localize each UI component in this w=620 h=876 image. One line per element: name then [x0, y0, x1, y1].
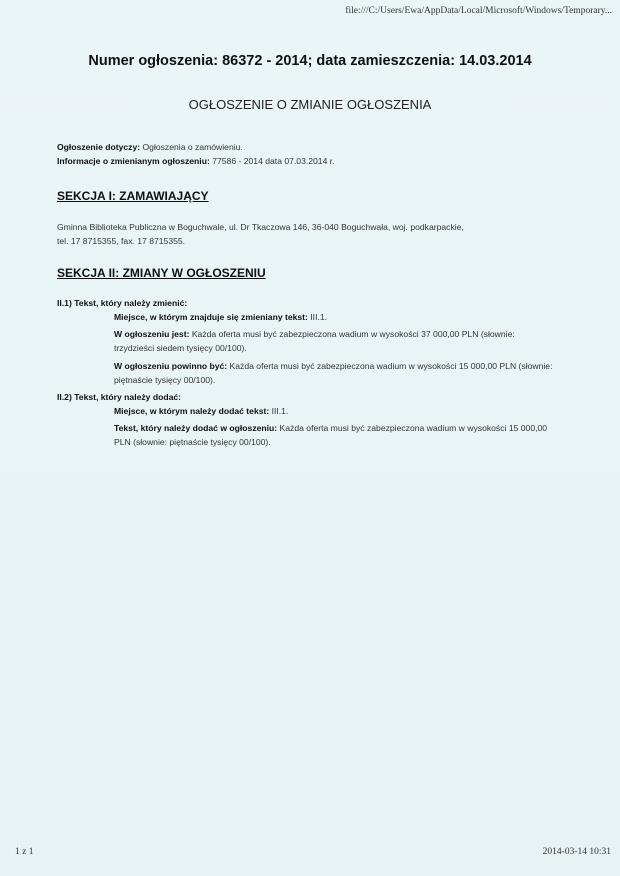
notice-title: Numer ogłoszenia: 86372 - 2014; data zamieszczenia: 14.03.2014 [88, 53, 532, 69]
change-item-1-place-value: III.1. [310, 312, 328, 322]
section-1-heading: SEKCJA I: ZAMAWIAJĄCY [57, 189, 209, 203]
change-item-2-text-label: Tekst, który należy dodać w ogłoszeniu: [114, 423, 278, 433]
notice-about-value: Ogłoszenia o zamówieniu. [142, 142, 243, 152]
section-1-line-1: Gminna Biblioteka Publiczna w Boguchwale, ul. Dr Tkaczowa 146, 36-040 Boguchwała, woj. podkarpackie, [57, 222, 464, 232]
change-item-2-place [114, 404, 554, 418]
change-item-1-heading [57, 297, 187, 309]
changed-info-row [57, 155, 335, 167]
section-2-heading: SEKCJA II: ZMIANY W OGŁOSZENIU [57, 266, 266, 280]
file-path-header: file:///C:/Users/Ewa/AppData/Local/Microsoft/Windows/Temporary... [345, 6, 612, 16]
notice-about-row [57, 141, 243, 153]
change-item-2-text-value: Każda oferta musi być zabezpieczona wadium w wysokości 15 000,00 PLN (słownie: piętnaście tysięcy 00/100). [114, 423, 548, 447]
change-item-2-place-label: Miejsce, w którym należy dodać tekst: [114, 406, 270, 416]
change-item-2-heading [57, 391, 181, 403]
change-item-1-is-value: Każda oferta musi być zabezpieczona wadium w wysokości 37 000,00 PLN (słownie: trzydzieści siedem tysięcy 00/100). [114, 329, 515, 353]
change-item-1-is [114, 327, 554, 355]
page-count: 1 z 1 [15, 847, 34, 857]
change-item-2-place-value: III.1. [271, 406, 289, 416]
change-item-2-text [114, 421, 554, 449]
change-item-1-should-value: Każda oferta musi być zabezpieczona wadium w wysokości 15 000,00 PLN (słownie: piętnaście tysięcy 00/100). [114, 361, 553, 385]
change-item-1-should [114, 359, 554, 387]
change-item-1-place-label: Miejsce, w którym znajduje się zmieniany tekst: [114, 312, 308, 322]
print-datetime: 2014-03-14 10:31 [542, 847, 611, 857]
changed-info-value: 77586 - 2014 data 07.03.2014 r. [212, 156, 335, 166]
section-1-line-2: tel. 17 8715355, fax. 17 8715355. [57, 236, 186, 246]
change-item-1-place [114, 310, 554, 324]
notice-subtitle: OGŁOSZENIE O ZMIANIE OGŁOSZENIA [188, 97, 432, 112]
changed-info-label: Informacje o zmienianym ogłoszeniu: [57, 156, 210, 166]
change-item-1-is-label: W ogłoszeniu jest: [114, 329, 190, 339]
change-item-1-label: II.1) Tekst, który należy zmienić: [57, 298, 188, 308]
notice-about-label: Ogłoszenie dotyczy: [57, 142, 141, 152]
change-item-1-should-label: W ogłoszeniu powinno być: [114, 361, 228, 371]
change-item-2-label: II.2) Tekst, który należy dodać: [57, 392, 182, 402]
